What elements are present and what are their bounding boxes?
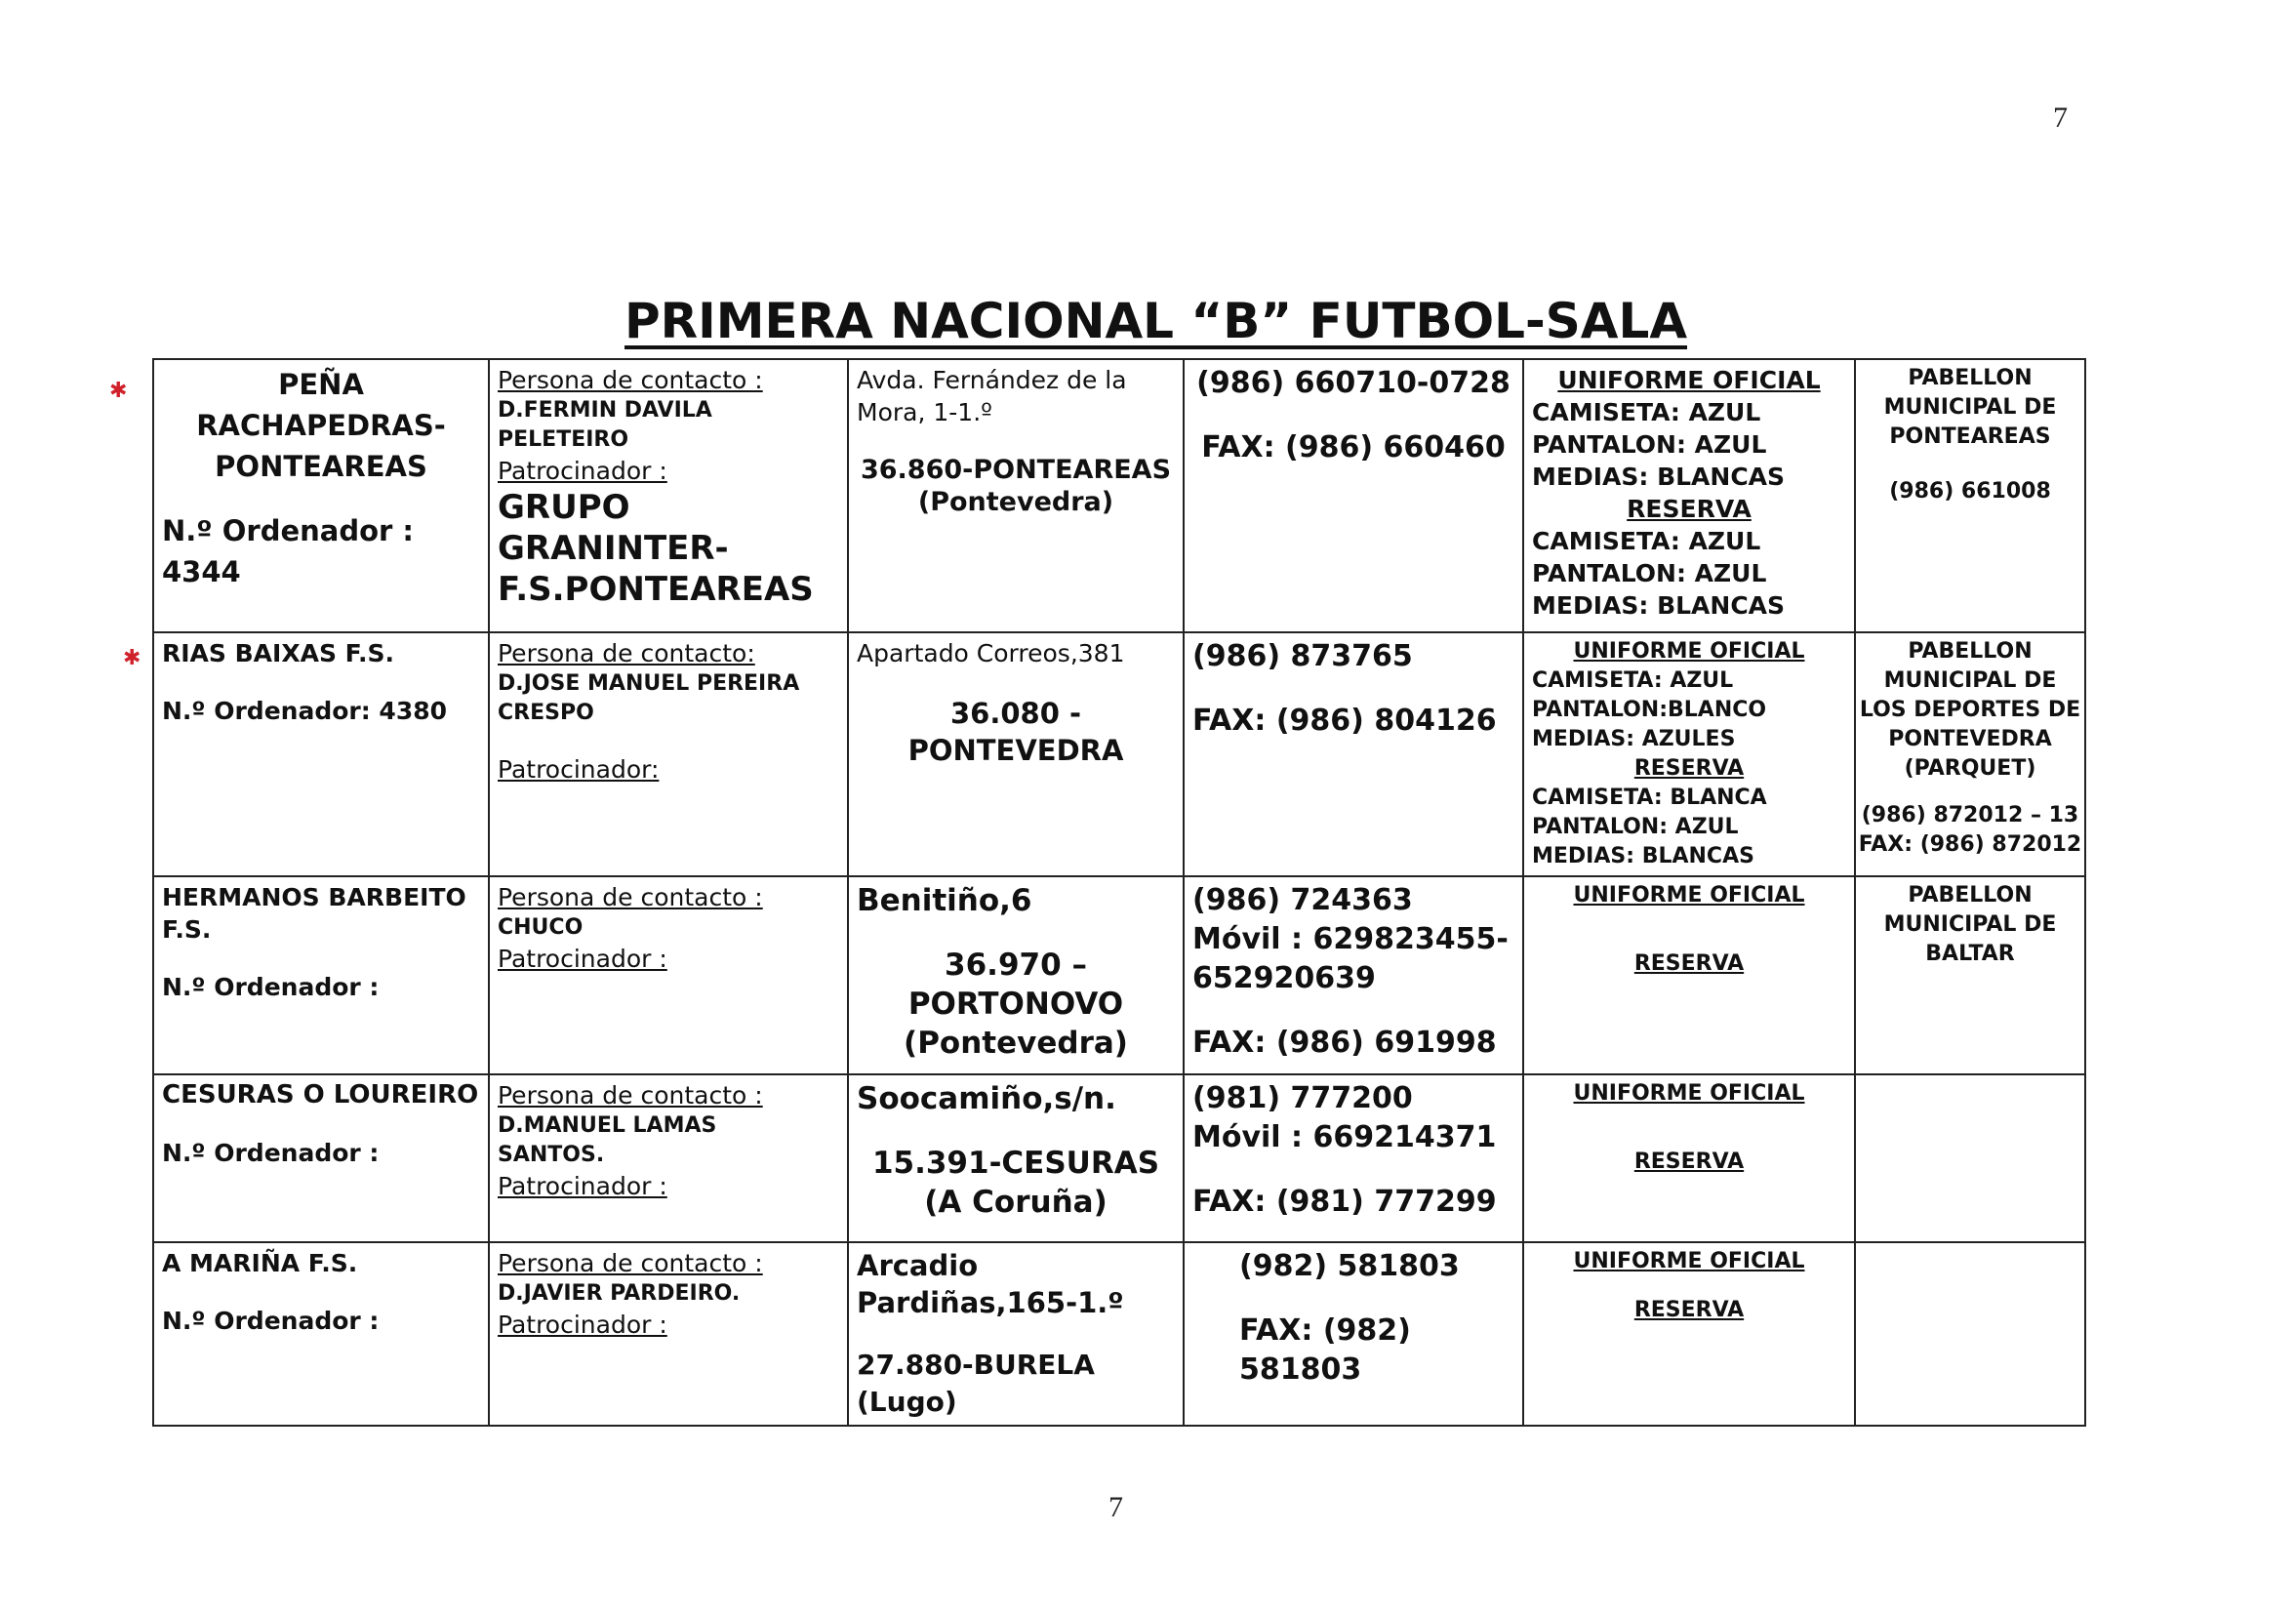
uniform-label: UNIFORME OFICIAL: [1573, 639, 1805, 664]
contact-name: PELETEIRO: [498, 427, 629, 452]
ordenador-label: N.º Ordenador :: [162, 973, 380, 1001]
contact-label: Persona de contacto :: [498, 1081, 763, 1110]
phone-number: (986) 724363: [1192, 883, 1413, 917]
mobile-number: 652920639: [1192, 961, 1376, 995]
address-cell: [848, 1074, 1184, 1242]
venue-cell: [1855, 1074, 2085, 1242]
uniform-label: UNIFORME OFICIAL: [1557, 366, 1821, 394]
sponsor-label: Patrocinador :: [498, 1311, 667, 1339]
uniform-cell: [1523, 1242, 1855, 1426]
uniform-label: UNIFORME OFICIAL: [1573, 1081, 1805, 1106]
venue-cell: [1855, 1242, 2085, 1426]
club-cell: [153, 359, 489, 632]
phone-cell: [1184, 876, 1523, 1074]
table-row: [153, 876, 2085, 1074]
reserve-item: CAMISETA: BLANCA: [1532, 786, 1767, 810]
address-cell: [848, 632, 1184, 876]
table-row: [153, 632, 2085, 876]
fax-number: FAX: (986) 804126: [1192, 704, 1497, 738]
sponsor-label: Patrocinador :: [498, 945, 667, 973]
contact-cell: [489, 1074, 848, 1242]
ordenador-value: 4344: [162, 555, 241, 588]
postal-line: (Pontevedra): [904, 1026, 1128, 1061]
venue-fax: FAX: (986) 872012: [1858, 832, 2082, 857]
venue-line: PABELLON: [1908, 639, 2033, 664]
venue-line: PABELLON: [1908, 883, 2033, 908]
club-cell: [153, 632, 489, 876]
table-row: [153, 1242, 2085, 1426]
phone-cell: [1184, 632, 1523, 876]
address-line: Apartado Correos,381: [857, 639, 1125, 667]
contact-name: D.JOSE MANUEL PEREIRA: [498, 671, 800, 696]
sponsor-label: Patrocinador:: [498, 755, 660, 784]
contact-name: D.FERMIN DAVILA: [498, 398, 712, 423]
ordenador-label: N.º Ordenador :: [162, 1139, 380, 1167]
uniform-item: CAMISETA: AZUL: [1532, 668, 1734, 693]
club-cell: [153, 1242, 489, 1426]
reserve-item: PANTALON: AZUL: [1532, 815, 1739, 839]
sponsor-name: GRANINTER-: [498, 529, 729, 568]
uniform-cell: [1523, 876, 1855, 1074]
address-line: Mora, 1-1.º: [857, 398, 992, 426]
club-name: PONTEAREAS: [215, 450, 427, 483]
phone-number: (986) 873765: [1192, 639, 1413, 673]
uniform-item: MEDIAS: BLANCAS: [1532, 463, 1786, 491]
address-line: Avda. Fernández de la: [857, 366, 1127, 394]
postal-line: 36.970 –: [945, 948, 1087, 983]
venue-cell: [1855, 359, 2085, 632]
venue-line: MUNICIPAL DE: [1883, 912, 2057, 937]
phone-number: (982) 581803: [1239, 1249, 1460, 1283]
venue-phone: (986) 661008: [1889, 479, 2051, 504]
fax-number: FAX: (982): [1239, 1313, 1411, 1348]
sponsor-label: Patrocinador :: [498, 1172, 667, 1200]
postal-line: (Pontevedra): [917, 487, 1114, 517]
phone-number: (981) 777200: [1192, 1081, 1413, 1115]
venue-line: (PARQUET): [1904, 756, 2036, 781]
contact-label: Persona de contacto :: [498, 366, 763, 394]
venue-line: PABELLON: [1908, 366, 2033, 390]
venue-line: MUNICIPAL DE: [1883, 395, 2057, 420]
reserve-item: PANTALON: AZUL: [1532, 559, 1767, 587]
uniform-cell: [1523, 1074, 1855, 1242]
contact-cell: [489, 632, 848, 876]
venue-line: PONTEAREAS: [1889, 424, 2051, 449]
table-row: [153, 1074, 2085, 1242]
reserve-item: CAMISETA: AZUL: [1532, 527, 1761, 555]
club-cell: [153, 1074, 489, 1242]
postal-line: 36.860-PONTEAREAS: [860, 455, 1172, 485]
uniform-item: PANTALON:BLANCO: [1532, 698, 1767, 722]
reserve-item: MEDIAS: BLANCAS: [1532, 591, 1786, 620]
contact-cell: [489, 359, 848, 632]
contact-label: Persona de contacto :: [498, 1249, 763, 1277]
address-line: Pardiñas,165-1.º: [857, 1286, 1124, 1319]
postal-line: (A Coruña): [924, 1185, 1108, 1220]
contact-name: D.JAVIER PARDEIRO.: [498, 1281, 741, 1306]
reserve-label: RESERVA: [1627, 495, 1752, 523]
mobile-number: Móvil : 629823455-: [1192, 922, 1509, 956]
ordenador-label: N.º Ordenador :: [162, 1307, 380, 1335]
ordenador-label: N.º Ordenador :: [162, 514, 415, 547]
postal-line: 27.880-BURELA (Lugo): [857, 1349, 1095, 1418]
phone-number: (986) 660710-0728: [1196, 366, 1511, 400]
uniform-label: UNIFORME OFICIAL: [1573, 883, 1805, 908]
fax-number: FAX: (986) 691998: [1192, 1026, 1497, 1060]
venue-line: MUNICIPAL DE: [1883, 668, 2057, 693]
venue-line: LOS DEPORTES DE: [1859, 698, 2081, 722]
address-line: Arcadio: [857, 1249, 979, 1282]
address-cell: [848, 1242, 1184, 1426]
club-name: PEÑA: [278, 368, 364, 401]
phone-cell: [1184, 359, 1523, 632]
phone-cell: [1184, 1242, 1523, 1426]
reserve-label: RESERVA: [1633, 756, 1745, 781]
uniform-item: MEDIAS: AZULES: [1532, 727, 1736, 751]
red-check-mark-icon: ✱: [123, 646, 141, 670]
contact-label: Persona de contacto :: [498, 883, 763, 911]
postal-line: 36.080 -: [949, 697, 1082, 730]
ordenador-label: N.º Ordenador: 4380: [162, 697, 448, 725]
club-cell: [153, 876, 489, 1074]
uniform-item: PANTALON: AZUL: [1532, 430, 1767, 459]
uniform-cell: [1523, 632, 1855, 876]
venue-cell: [1855, 632, 2085, 876]
reserve-label: RESERVA: [1633, 951, 1745, 976]
page-number-top: 7: [2053, 101, 2068, 134]
clubs-table: [152, 358, 2086, 1427]
fax-number: FAX: (986) 660460: [1201, 430, 1506, 464]
contact-name: CRESPO: [498, 701, 594, 725]
contact-name: SANTOS.: [498, 1143, 605, 1167]
table-row: [153, 359, 2085, 632]
postal-line: PORTONOVO: [907, 987, 1124, 1022]
uniform-label: UNIFORME OFICIAL: [1573, 1249, 1805, 1273]
address-line: Benitiño,6: [857, 883, 1032, 918]
club-name: RIAS BAIXAS F.S.: [162, 639, 395, 667]
sponsor-label: Patrocinador :: [498, 457, 667, 485]
uniform-item: CAMISETA: AZUL: [1532, 398, 1761, 426]
page-number-bottom: 7: [1108, 1491, 1123, 1523]
contact-label: Persona de contacto:: [498, 639, 755, 667]
sponsor-name: F.S.PONTEAREAS: [498, 570, 814, 609]
contact-cell: [489, 876, 848, 1074]
postal-line: 15.391-CESURAS: [871, 1146, 1160, 1181]
venue-cell: [1855, 876, 2085, 1074]
red-check-mark-icon: ✱: [109, 379, 128, 403]
uniform-cell: [1523, 359, 1855, 632]
club-name: HERMANOS BARBEITO: [162, 883, 466, 911]
reserve-label: RESERVA: [1633, 1298, 1745, 1322]
contact-cell: [489, 1242, 848, 1426]
sponsor-name: GRUPO: [498, 488, 630, 527]
address-cell: [848, 876, 1184, 1074]
address-cell: [848, 359, 1184, 632]
fax-number: 581803: [1239, 1352, 1362, 1387]
club-name: A MARIÑA F.S.: [162, 1249, 358, 1277]
reserve-label: RESERVA: [1633, 1150, 1745, 1174]
phone-cell: [1184, 1074, 1523, 1242]
contact-name: D.MANUEL LAMAS: [498, 1113, 717, 1138]
club-name: CESURAS O LOUREIRO: [162, 1080, 479, 1110]
fax-number: FAX: (981) 777299: [1192, 1185, 1497, 1219]
club-name: F.S.: [162, 915, 212, 944]
postal-line: PONTEVEDRA: [907, 734, 1124, 767]
reserve-item: MEDIAS: BLANCAS: [1532, 844, 1754, 868]
contact-name: CHUCO: [498, 915, 584, 940]
address-line: Soocamiño,s/n.: [857, 1081, 1116, 1116]
document-title: PRIMERA NACIONAL “B” FUTBOL-SALA: [624, 293, 1688, 349]
venue-line: BALTAR: [1925, 942, 2015, 966]
venue-phone: (986) 872012 – 13: [1861, 803, 2079, 827]
mobile-number: Móvil : 669214371: [1192, 1120, 1497, 1154]
venue-line: PONTEVEDRA: [1888, 727, 2052, 751]
club-name: RACHAPEDRAS-: [196, 409, 446, 442]
